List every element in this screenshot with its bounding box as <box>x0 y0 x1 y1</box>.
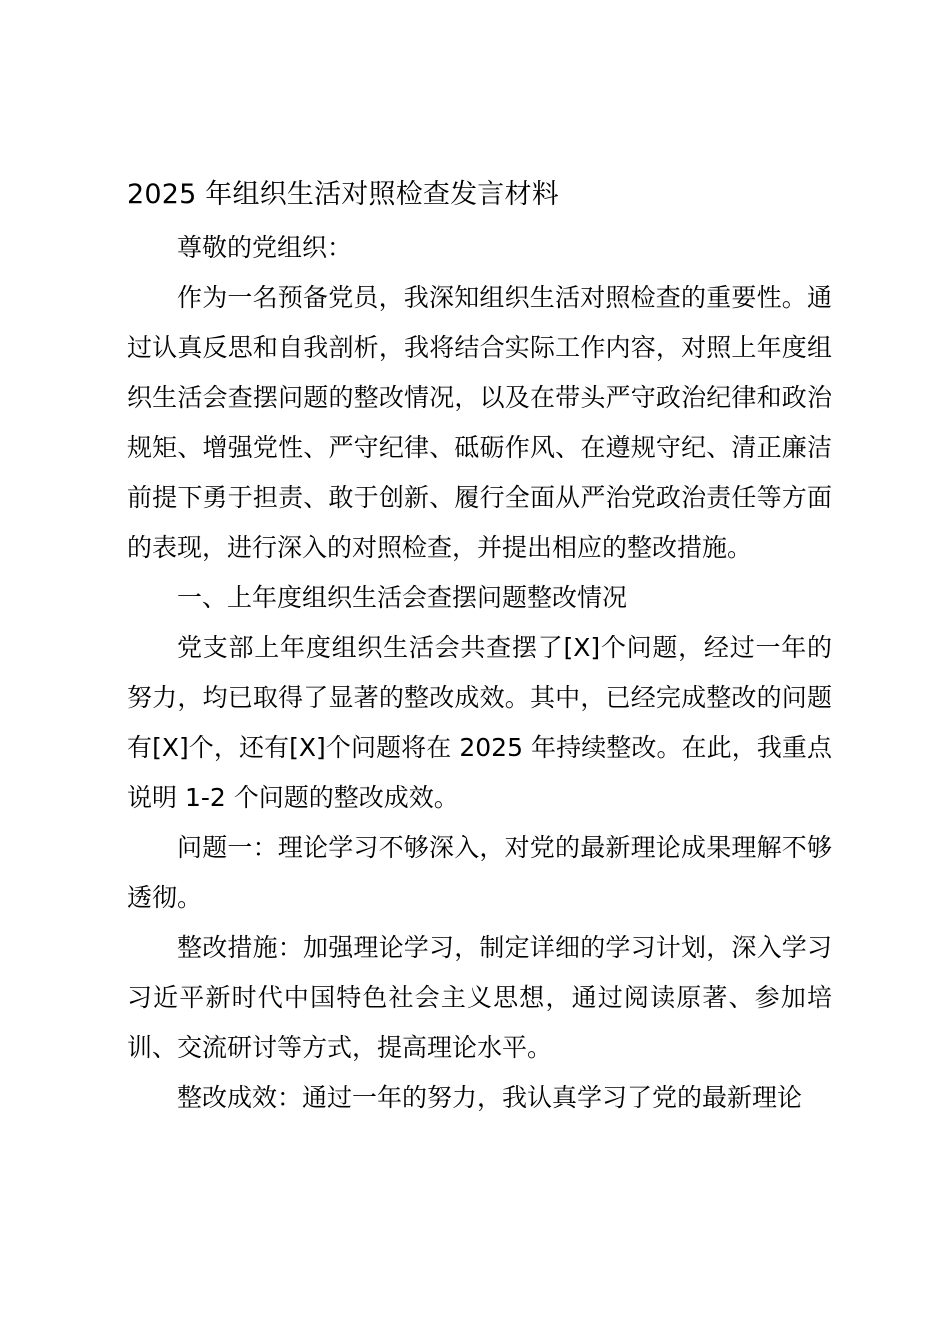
rectification-measures: 整改措施：加强理论学习，制定详细的学习计划，深入学习习近平新时代中国特色社会主义思想，通过阅读原著、参加培训、交流研讨等方式，提高理论水平。 <box>127 933 832 1062</box>
section-heading-1: 一、上年度组织生活会查摆问题整改情况 <box>177 583 628 612</box>
document-page <box>127 178 832 1123</box>
document-title: 2025 年组织生活对照检查发言材料 <box>127 179 559 210</box>
intro-paragraph: 作为一名预备党员，我深知组织生活对照检查的重要性。通过认真反思和自我剖析，我将结合实际工作内容，对照上年度组织生活会查摆问题的整改情况，以及在带头严守政治纪律和政治规矩、增强党性、严守纪律、砥砺作风、在遵规守纪、清正廉洁前提下勇于担责、敢于创新、履行全面从严治党政治责任等方面的表现，进行深入的对照检查，并提出相应的整改措施。 <box>127 283 832 562</box>
salutation: 尊敬的党组织： <box>177 233 353 262</box>
rectification-results: 整改成效：通过一年的努力，我认真学习了党的最新理论 <box>177 1083 803 1112</box>
problem-one: 问题一：理论学习不够深入，对党的最新理论成果理解不够透彻。 <box>127 833 832 912</box>
section-1-paragraph: 党支部上年度组织生活会共查摆了[X]个问题，经过一年的努力，均已取得了显著的整改成效。其中，已经完成整改的问题有[X]个，还有[X]个问题将在 2025 年持续整改。在此，我重点说明 1-2 个问题的整改成效。 <box>127 633 832 812</box>
